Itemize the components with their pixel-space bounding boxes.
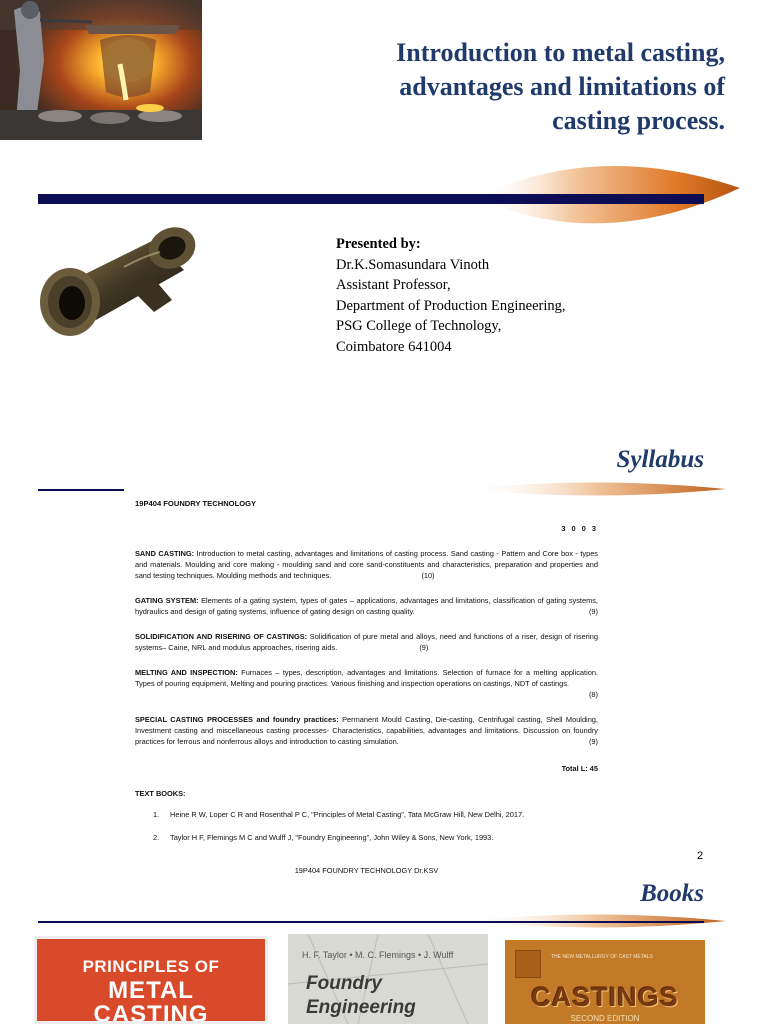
- total-hours: Total L: 45: [561, 764, 598, 773]
- textbook-text: Heine R W, Loper C R and Rosenthal P C, "Principles of Metal Casting", Tata McGraw Hill, New Delhi, 2017.: [170, 810, 525, 819]
- syllabus-unit: [135, 667, 598, 700]
- textbook-item: [153, 809, 598, 820]
- course-credits: 3 0 0 3: [561, 524, 598, 533]
- textbook-number: 2.: [153, 833, 160, 842]
- document-footer: 19P404 FOUNDRY TECHNOLOGY Dr.KSV: [294, 866, 439, 875]
- books-heading: Books: [640, 880, 704, 907]
- textbook-text: Taylor H F, Flemings M C and Wulff J, "Foundry Engineering", John Wiley & Sons, New York, 1993.: [170, 833, 494, 842]
- cover-title-line: Engineering: [306, 997, 416, 1018]
- unit-heading: SAND CASTING:: [135, 549, 195, 558]
- cover-title-line: Foundry: [306, 973, 382, 994]
- syllabus-unit: [135, 548, 598, 581]
- presenter-line: Dr.K.Somasundara Vinoth: [336, 256, 490, 273]
- unit-text: Solidification of pure metal and alloys, need and functions of a riser, design of risering systems– Caine, NRL and modulus approaches, risering aids.: [135, 632, 599, 652]
- book-cover-principles-of-metal-casting: [34, 936, 268, 1024]
- cast-pipe-fitting-image: [34, 212, 204, 350]
- textbook-number: 1.: [153, 810, 160, 819]
- book-cover-castings: [505, 940, 705, 1024]
- book-cover-foundry-engineering: [288, 934, 488, 1024]
- foundry-pouring-photo: [0, 0, 202, 140]
- slide-title-text: [300, 36, 725, 138]
- unit-hours: (10): [421, 571, 435, 580]
- cover-tagline: THE NEW METALLURGY OF CAST METALS: [551, 954, 653, 960]
- unit-text: Elements of a gating system, types of gates – applications, advantages and limitations, classification of gating systems, hydraulics and design of gating systems, influence of gating design on casting quality.: [135, 596, 598, 616]
- presenter-line: Assistant Professor,: [336, 277, 451, 293]
- cover-title-line: PRINCIPLES OF: [82, 957, 220, 976]
- syllabus-document: [135, 498, 598, 876]
- course-title: 19P404 FOUNDRY TECHNOLOGY: [135, 499, 257, 508]
- divider-line: [38, 489, 124, 491]
- presenter-block: [336, 234, 566, 357]
- presenter-label: Presented by:: [336, 236, 421, 252]
- title-line: advantages and limitations of: [399, 72, 725, 101]
- divider-bar: [38, 194, 704, 204]
- title-line: casting process.: [552, 106, 725, 135]
- slide-title: [0, 0, 768, 440]
- cover-authors: H. F. Taylor • M. C. Flemings • J. Wulff: [302, 950, 454, 960]
- syllabus-heading: Syllabus: [616, 446, 704, 473]
- publisher-logo-icon: [515, 950, 541, 978]
- unit-text: Introduction to metal casting, advantages and limitations of casting process. Sand casting - Pattern and Core box - types and materials. Moulding and core making - moulding sand and core sand-constituents and characteristics, preparation and properties and sand testing techniques. Moulding methods and techniques.: [135, 549, 598, 580]
- syllabus-unit: [135, 631, 598, 653]
- unit-hours: (9): [419, 643, 429, 652]
- syllabus-unit: [135, 595, 598, 617]
- decorative-flare: [466, 478, 726, 500]
- presenter-line: Department of Production Engineering,: [336, 297, 566, 314]
- unit-heading: SOLIDIFICATION AND RISERING OF CASTINGS:: [135, 632, 308, 641]
- cover-title: CASTINGS: [531, 982, 679, 1012]
- presenter-line: PSG College of Technology,: [336, 318, 502, 334]
- cover-edition: SECOND EDITION: [570, 1014, 640, 1023]
- unit-hours: (8): [588, 690, 598, 699]
- unit-hours: (9): [588, 737, 598, 746]
- textbooks-title: TEXT BOOKS:: [135, 789, 186, 798]
- unit-text: Permanent Mould Casting, Die-casting, Centrifugal casting, Shell Moulding, Investment casting and miscellaneous casting processes- Characteristics, capabilities, advantages and limitations. Discussion on foundry practices for ferrous and nonferrous alloys and introduction to casting simulation.: [135, 715, 598, 746]
- cover-title-line: CASTING: [93, 1001, 209, 1024]
- unit-heading: GATING SYSTEM:: [135, 596, 199, 605]
- unit-heading: SPECIAL CASTING PROCESSES and foundry practices:: [135, 715, 339, 724]
- cover-title: [306, 972, 416, 1020]
- unit-text: Furnaces – types, description, advantages and limitations. Selection of furnace for a melting application. Types of pouring equipment, Melting and pouring practices. Various finishing and inspection operations on castings, NDT of castings.: [135, 668, 598, 688]
- presenter-line: Coimbatore 641004: [336, 338, 452, 355]
- unit-hours: (9): [588, 607, 598, 616]
- syllabus-unit: [135, 714, 598, 747]
- title-line: Introduction to metal casting,: [396, 38, 725, 67]
- page-number: 2: [697, 850, 704, 862]
- textbook-item: [153, 832, 598, 843]
- divider-line: [38, 921, 704, 923]
- cover-title-line: METAL: [108, 977, 194, 1004]
- unit-heading: MELTING AND INSPECTION:: [135, 668, 238, 677]
